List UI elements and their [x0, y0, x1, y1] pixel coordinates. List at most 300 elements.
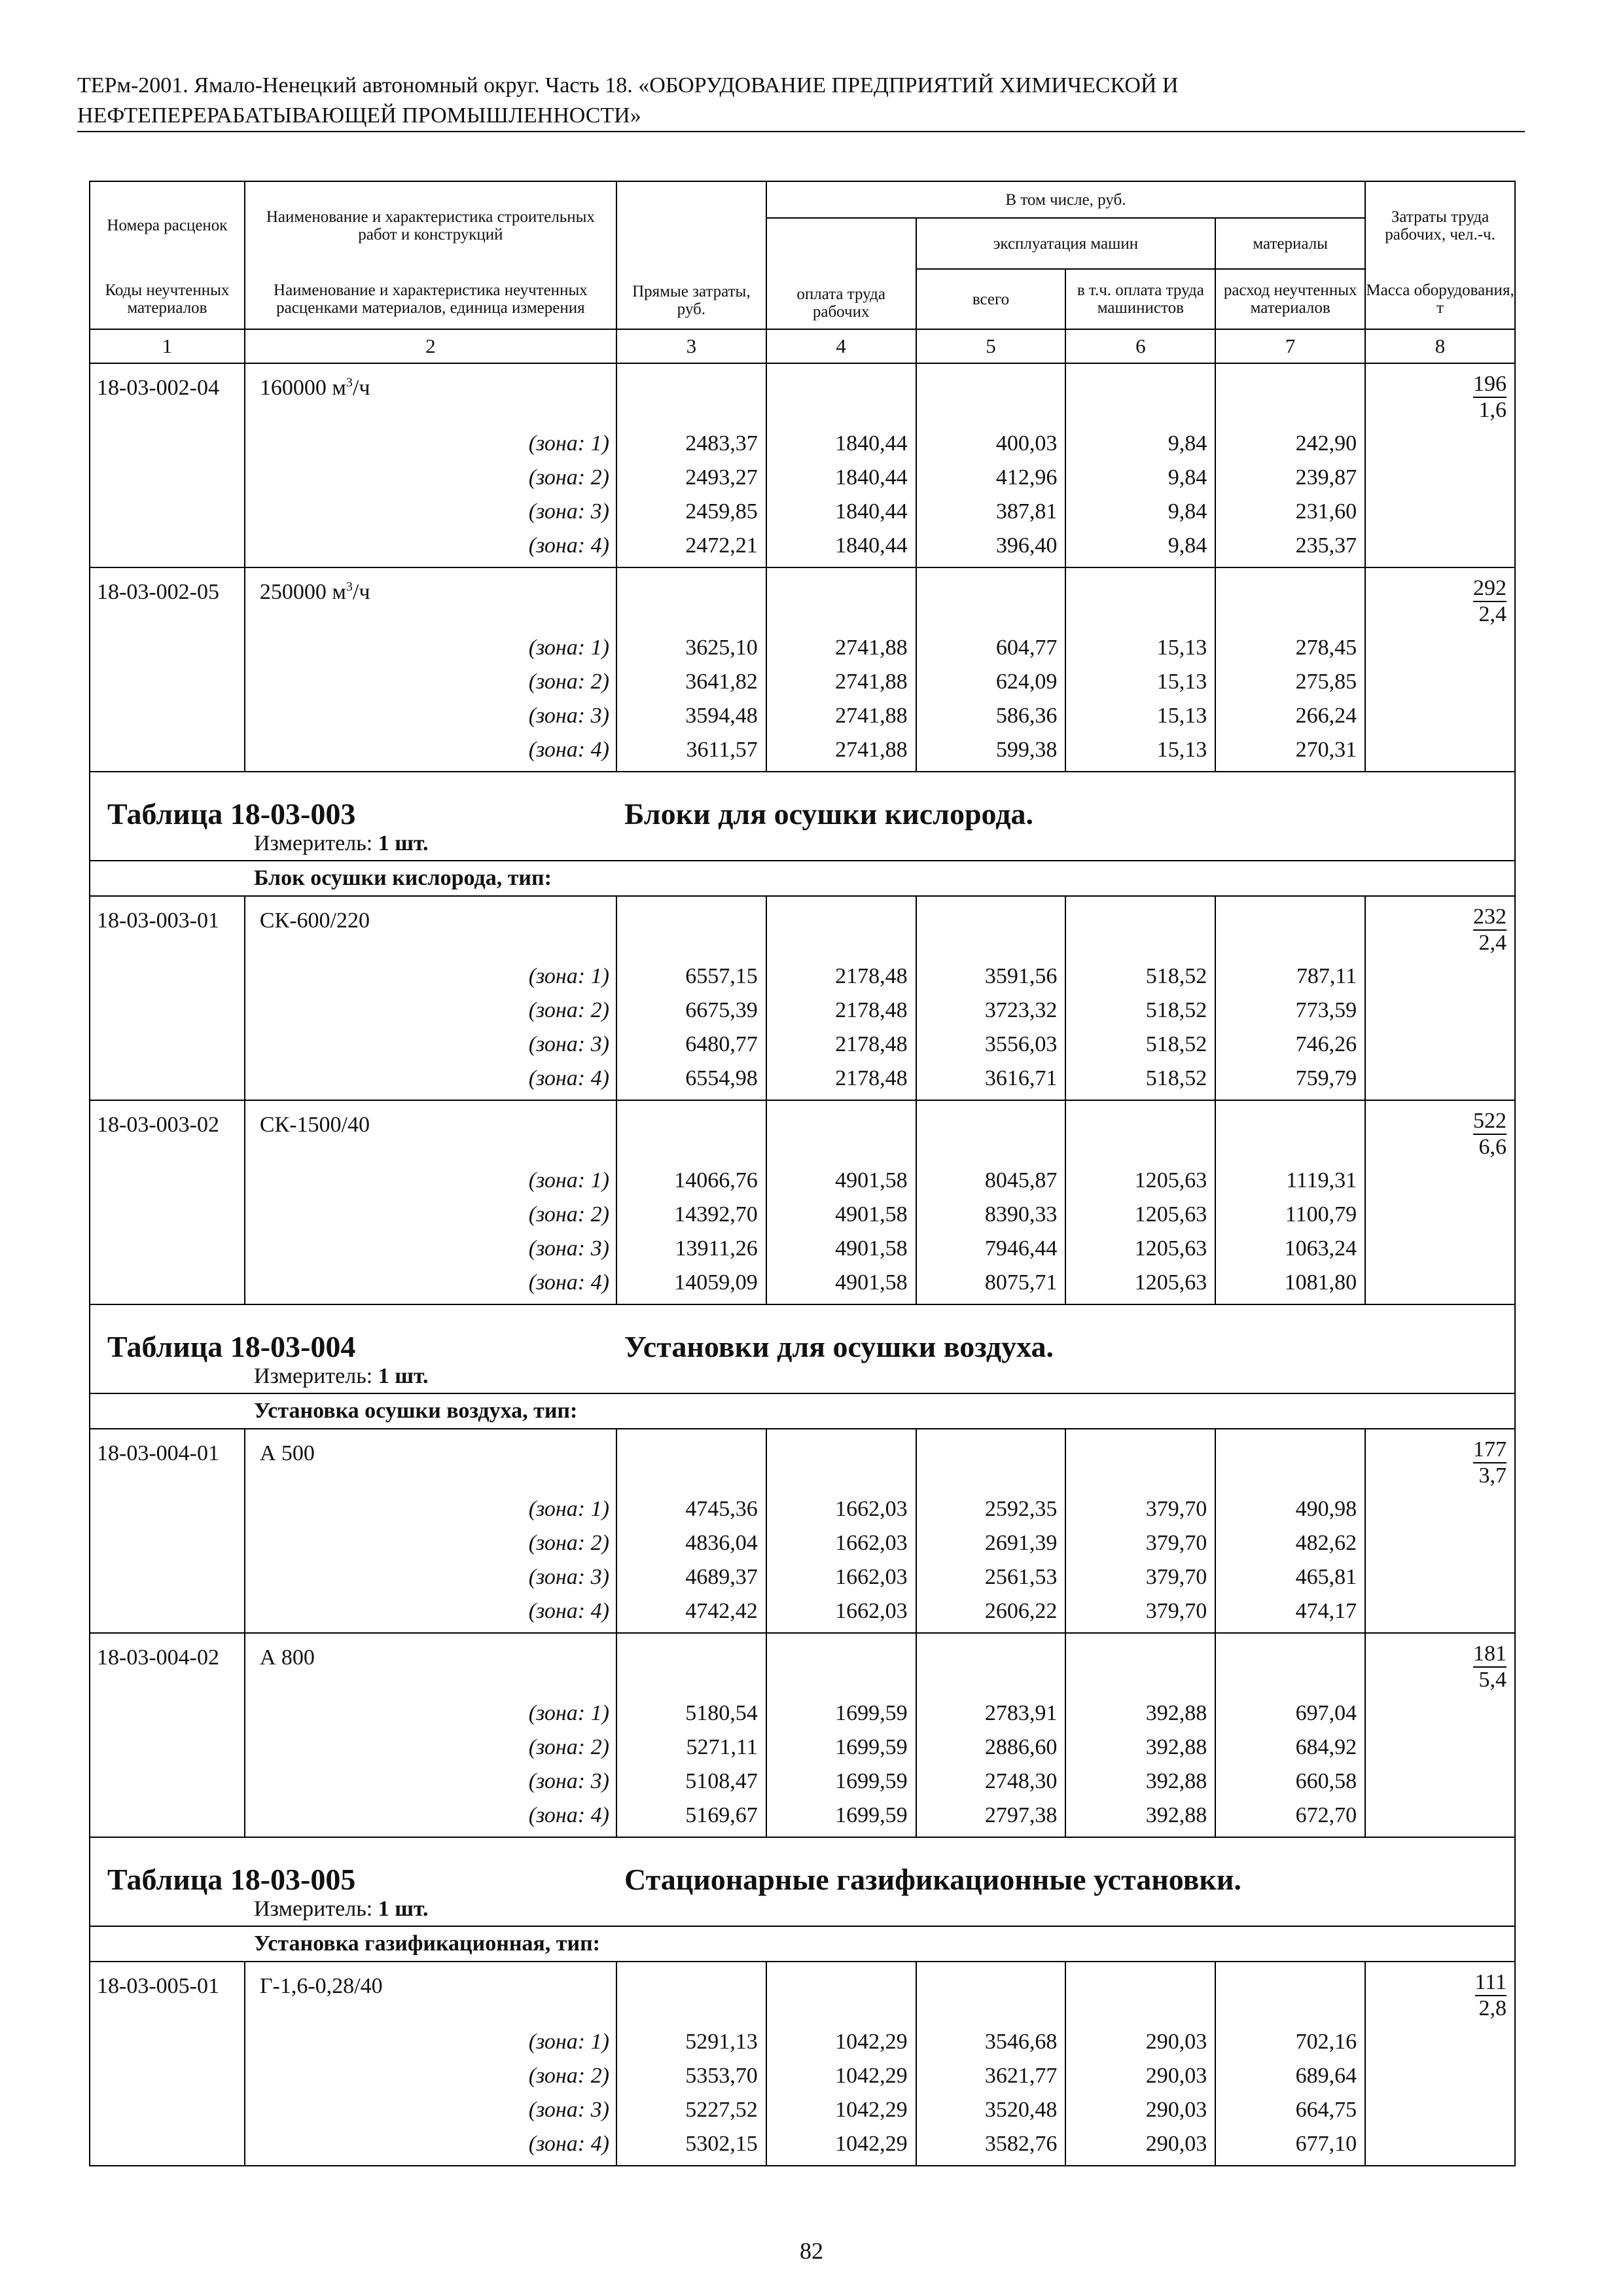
- zone-value: 9,84: [1065, 495, 1215, 529]
- rate-name-unit: /ч: [352, 376, 370, 400]
- zone-label: (зона: 2): [245, 461, 616, 495]
- zone-value: 2178,48: [766, 1028, 916, 1062]
- labor-costs-value: 196: [1473, 372, 1507, 398]
- spacer-row: [90, 2161, 1515, 2166]
- labor-costs-value: 522: [1473, 1109, 1507, 1135]
- zone-value: 290,03: [1065, 2025, 1215, 2059]
- zone-row: [90, 1266, 1515, 1300]
- rate-name-text: Г-1,6-0,28/40: [259, 1974, 383, 1998]
- column-number: 6: [1065, 329, 1215, 363]
- spacer-cell: [766, 767, 916, 772]
- zone-value: 702,16: [1215, 2025, 1365, 2059]
- col-incl-wages-machinists: в т.ч. оплата труда машинистов: [1065, 269, 1215, 329]
- zone-label: (зона: 1): [245, 960, 616, 994]
- zone-row: [90, 1492, 1515, 1526]
- zone-label: (зона: 2): [245, 994, 616, 1028]
- zone-value: 1699,59: [766, 1696, 916, 1731]
- type-cell: [90, 1393, 1515, 1429]
- zone-value: 379,70: [1065, 1492, 1215, 1526]
- zone-value: 290,03: [1065, 2059, 1215, 2093]
- rate-item-header: [90, 567, 1515, 631]
- empty-cell: [1365, 665, 1515, 699]
- zone-value: 275,85: [1215, 665, 1365, 699]
- spacer-cell: [1215, 1096, 1365, 1100]
- zone-value: 1042,29: [766, 2093, 916, 2127]
- labor-mass-cell: [1365, 363, 1515, 427]
- header-rule: [77, 131, 1525, 132]
- empty-cell: [1365, 1731, 1515, 1765]
- spacer-cell: [916, 1096, 1066, 1100]
- labor-costs-value: 111: [1475, 1970, 1507, 1996]
- zone-row: [90, 1696, 1515, 1731]
- empty-cell: [766, 1962, 916, 2025]
- spacer-cell: [1065, 1628, 1215, 1633]
- zone-value: 5271,11: [616, 1731, 766, 1765]
- spacer-cell: [1215, 2161, 1365, 2166]
- zone-value: 3641,82: [616, 665, 766, 699]
- zone-label: (зона: 4): [245, 2127, 616, 2161]
- col-machine-operation: эксплуатация машин: [916, 218, 1216, 269]
- spacer-cell: [766, 563, 916, 567]
- spacer-row: [90, 1096, 1515, 1100]
- rate-name-text: СК-1500/40: [259, 1113, 370, 1137]
- spacer-row: [90, 1628, 1515, 1633]
- column-number: 2: [245, 329, 616, 363]
- zone-label: (зона: 4): [245, 1266, 616, 1300]
- zone-value: 2741,88: [766, 631, 916, 665]
- zone-value: 1840,44: [766, 495, 916, 529]
- zone-label: (зона: 3): [245, 1232, 616, 1266]
- spacer-cell: [90, 1833, 245, 1837]
- zone-value: 379,70: [1065, 1560, 1215, 1594]
- empty-cell: [1365, 1198, 1515, 1232]
- zone-row: [90, 2025, 1515, 2059]
- zone-value: 518,52: [1065, 1028, 1215, 1062]
- zone-value: 387,81: [916, 495, 1066, 529]
- empty-cell: [90, 631, 245, 665]
- empty-cell: [1365, 1232, 1515, 1266]
- measure-value: 1 шт.: [378, 1897, 429, 1921]
- col-name-char: Наименование и характеристика строительных работ и конструкций: [245, 181, 616, 269]
- labor-mass-cell: [1365, 1633, 1515, 1696]
- zone-label: (зона: 2): [245, 1731, 616, 1765]
- type-label: Установка газификационная, тип:: [254, 1931, 601, 1956]
- empty-cell: [1365, 1028, 1515, 1062]
- zone-value: 1699,59: [766, 1799, 916, 1833]
- spacer-cell: [766, 2161, 916, 2166]
- labor-costs-value: 232: [1473, 905, 1507, 931]
- labor-mass-fraction: [1473, 905, 1507, 956]
- spacer-cell: [916, 767, 1066, 772]
- measure-row: [90, 1364, 1515, 1393]
- rates-table-body: [90, 181, 1515, 2166]
- spacer-cell: [1065, 2161, 1215, 2166]
- zone-label: (зона: 1): [245, 1164, 616, 1198]
- equipment-mass-value: 6,6: [1478, 1135, 1507, 1159]
- type-row: [90, 1393, 1515, 1429]
- rate-name: [245, 363, 616, 427]
- rate-item-header: [90, 896, 1515, 960]
- zone-value: 759,79: [1215, 1062, 1365, 1096]
- empty-cell: [90, 994, 245, 1028]
- zone-value: 400,03: [916, 427, 1066, 461]
- empty-cell: [916, 1962, 1066, 2025]
- empty-cell: [916, 363, 1066, 427]
- col-labor-costs: Затраты труда рабочих, чел.-ч.: [1365, 181, 1515, 269]
- zone-value: 4836,04: [616, 1526, 766, 1560]
- zone-value: 15,13: [1065, 631, 1215, 665]
- empty-cell: [1365, 1266, 1515, 1300]
- empty-cell: [90, 427, 245, 461]
- measure: [90, 1897, 1515, 1926]
- empty-cell: [1365, 2025, 1515, 2059]
- empty-cell: [1365, 631, 1515, 665]
- empty-cell: [90, 1560, 245, 1594]
- zone-value: 2606,22: [916, 1594, 1066, 1628]
- labor-costs-value: 181: [1473, 1641, 1507, 1668]
- rate-code: 18-03-003-01: [90, 896, 245, 960]
- empty-cell: [1365, 529, 1515, 563]
- measure-value: 1 шт.: [378, 831, 429, 855]
- zone-value: 1699,59: [766, 1731, 916, 1765]
- empty-cell: [766, 1100, 916, 1164]
- empty-cell: [90, 2025, 245, 2059]
- empty-cell: [616, 1429, 766, 1492]
- zone-value: 14059,09: [616, 1266, 766, 1300]
- empty-cell: [616, 1633, 766, 1696]
- spacer-cell: [1065, 563, 1215, 567]
- rate-code: 18-03-005-01: [90, 1962, 245, 2025]
- type-row: [90, 1926, 1515, 1962]
- zone-value: 6480,77: [616, 1028, 766, 1062]
- zone-label: (зона: 1): [245, 1492, 616, 1526]
- table-title: [90, 772, 1515, 831]
- zone-row: [90, 1765, 1515, 1799]
- labor-mass-cell: [1365, 896, 1515, 960]
- zone-value: 392,88: [1065, 1765, 1215, 1799]
- zone-row: [90, 1062, 1515, 1096]
- spacer-cell: [616, 1833, 766, 1837]
- zone-label: (зона: 1): [245, 2025, 616, 2059]
- spacer-cell: [245, 2161, 616, 2166]
- zone-value: 2561,53: [916, 1560, 1066, 1594]
- zone-label: (зона: 3): [245, 1560, 616, 1594]
- spacer-cell: [1215, 563, 1365, 567]
- zone-value: 5169,67: [616, 1799, 766, 1833]
- zone-value: 518,52: [1065, 994, 1215, 1028]
- col-materials: материалы: [1215, 218, 1365, 269]
- spacer-cell: [766, 1833, 916, 1837]
- zone-value: 3546,68: [916, 2025, 1066, 2059]
- table-number: Таблица 18-03-003: [107, 797, 356, 831]
- zone-value: 3616,71: [916, 1062, 1066, 1096]
- zone-value: 1840,44: [766, 427, 916, 461]
- zone-row: [90, 427, 1515, 461]
- spacer-cell: [916, 1300, 1066, 1304]
- zone-value: 5180,54: [616, 1696, 766, 1731]
- empty-cell: [616, 567, 766, 631]
- zone-value: 242,90: [1215, 427, 1365, 461]
- col-rates-numbers: Номера расценок: [90, 181, 245, 269]
- rate-item-header: [90, 1100, 1515, 1164]
- zone-value: 2691,39: [916, 1526, 1066, 1560]
- zone-row: [90, 529, 1515, 563]
- zone-row: [90, 733, 1515, 767]
- zone-label: (зона: 4): [245, 529, 616, 563]
- table-title: [90, 1304, 1515, 1364]
- col-direct-costs: Прямые затраты, руб.: [616, 181, 766, 329]
- empty-cell: [90, 1164, 245, 1198]
- page-number: 82: [800, 2238, 823, 2264]
- spacer-row: [90, 1833, 1515, 1837]
- spacer-cell: [616, 767, 766, 772]
- labor-costs-value: 177: [1473, 1437, 1507, 1463]
- zone-label: (зона: 3): [245, 1765, 616, 1799]
- zone-label: (зона: 1): [245, 1696, 616, 1731]
- rate-name-text: СК-600/220: [259, 908, 370, 933]
- zone-value: 4901,58: [766, 1164, 916, 1198]
- table-name: Блоки для осушки кислорода.: [624, 797, 1033, 831]
- zone-value: 1205,63: [1065, 1164, 1215, 1198]
- rate-code: 18-03-002-04: [90, 363, 245, 427]
- zone-value: 379,70: [1065, 1526, 1215, 1560]
- empty-cell: [766, 1429, 916, 1492]
- empty-cell: [90, 529, 245, 563]
- empty-cell: [766, 567, 916, 631]
- spacer-cell: [90, 1300, 245, 1304]
- zone-value: 2483,37: [616, 427, 766, 461]
- spacer-cell: [1365, 1300, 1515, 1304]
- empty-cell: [90, 1028, 245, 1062]
- type-label: Блок осушки кислорода, тип:: [254, 866, 552, 890]
- zone-value: 465,81: [1215, 1560, 1365, 1594]
- zone-label: (зона: 3): [245, 495, 616, 529]
- zone-value: 1205,63: [1065, 1266, 1215, 1300]
- zone-value: 8045,87: [916, 1164, 1066, 1198]
- spacer-cell: [1215, 1833, 1365, 1837]
- document-header: [77, 71, 1525, 131]
- zone-value: 490,98: [1215, 1492, 1365, 1526]
- zone-value: 278,45: [1215, 631, 1365, 665]
- table-number: Таблица 18-03-005: [107, 1863, 356, 1896]
- zone-row: [90, 1526, 1515, 1560]
- column-number: 1: [90, 329, 245, 363]
- empty-cell: [1065, 896, 1215, 960]
- rate-name-text: 250000 м: [259, 580, 346, 604]
- type-row: [90, 861, 1515, 896]
- spacer-cell: [766, 1096, 916, 1100]
- labor-mass-fraction: [1475, 1970, 1507, 2021]
- rate-name: [245, 1633, 616, 1696]
- zone-value: 8390,33: [916, 1198, 1066, 1232]
- zone-value: 3594,48: [616, 699, 766, 733]
- table-name: Установки для осушки воздуха.: [624, 1330, 1054, 1363]
- zone-value: 689,64: [1215, 2059, 1365, 2093]
- empty-cell: [1365, 1594, 1515, 1628]
- zone-value: 474,17: [1215, 1594, 1365, 1628]
- type-label: Установка осушки воздуха, тип:: [254, 1399, 578, 1423]
- zone-value: 15,13: [1065, 699, 1215, 733]
- empty-cell: [90, 1731, 245, 1765]
- zone-value: 239,87: [1215, 461, 1365, 495]
- zone-row: [90, 461, 1515, 495]
- empty-cell: [90, 461, 245, 495]
- spacer-cell: [1365, 767, 1515, 772]
- empty-cell: [1365, 1492, 1515, 1526]
- empty-cell: [766, 363, 916, 427]
- zone-value: 787,11: [1215, 960, 1365, 994]
- rate-name: [245, 1100, 616, 1164]
- zone-value: 9,84: [1065, 529, 1215, 563]
- zone-value: 1662,03: [766, 1560, 916, 1594]
- zone-value: 3621,77: [916, 2059, 1066, 2093]
- measure-label: Измеритель:: [254, 1364, 373, 1388]
- col-equipment-mass: Масса оборудования, т: [1365, 269, 1515, 329]
- zone-value: 5227,52: [616, 2093, 766, 2127]
- empty-cell: [90, 2059, 245, 2093]
- zone-value: 266,24: [1215, 699, 1365, 733]
- zone-label: (зона: 3): [245, 2093, 616, 2127]
- zone-value: 5353,70: [616, 2059, 766, 2093]
- zone-value: 1662,03: [766, 1526, 916, 1560]
- zone-value: 6557,15: [616, 960, 766, 994]
- rate-item-header: [90, 363, 1515, 427]
- spacer-cell: [90, 2161, 245, 2166]
- empty-cell: [766, 1633, 916, 1696]
- measure: [90, 1364, 1515, 1393]
- empty-cell: [1065, 363, 1215, 427]
- zone-value: 7946,44: [916, 1232, 1066, 1266]
- spacer-cell: [1065, 1300, 1215, 1304]
- labor-mass-cell: [1365, 1100, 1515, 1164]
- zone-row: [90, 1198, 1515, 1232]
- empty-cell: [1065, 1962, 1215, 2025]
- zone-value: 13911,26: [616, 1232, 766, 1266]
- zone-value: 482,62: [1215, 1526, 1365, 1560]
- zone-value: 14066,76: [616, 1164, 766, 1198]
- zone-value: 3723,32: [916, 994, 1066, 1028]
- zone-value: 4901,58: [766, 1198, 916, 1232]
- zone-value: 697,04: [1215, 1696, 1365, 1731]
- zone-value: 2741,88: [766, 699, 916, 733]
- empty-cell: [1365, 733, 1515, 767]
- zone-value: 1081,80: [1215, 1266, 1365, 1300]
- zone-value: 231,60: [1215, 495, 1365, 529]
- empty-cell: [90, 2127, 245, 2161]
- zone-value: 672,70: [1215, 1799, 1365, 1833]
- empty-cell: [916, 896, 1066, 960]
- column-number: 5: [916, 329, 1066, 363]
- zone-row: [90, 2127, 1515, 2161]
- empty-cell: [1365, 2127, 1515, 2161]
- zone-value: 3556,03: [916, 1028, 1066, 1062]
- zone-value: 4901,58: [766, 1266, 916, 1300]
- zone-value: 4901,58: [766, 1232, 916, 1266]
- empty-cell: [90, 1232, 245, 1266]
- zone-value: 5291,13: [616, 2025, 766, 2059]
- measure-text: [90, 1897, 1514, 1922]
- zone-value: 412,96: [916, 461, 1066, 495]
- empty-cell: [1215, 896, 1365, 960]
- measure-row: [90, 831, 1515, 861]
- empty-cell: [90, 1492, 245, 1526]
- empty-cell: [1365, 1164, 1515, 1198]
- empty-cell: [1365, 1696, 1515, 1731]
- empty-cell: [1365, 1526, 1515, 1560]
- labor-mass-cell: [1365, 1962, 1515, 2025]
- zone-value: 1205,63: [1065, 1232, 1215, 1266]
- zone-label: (зона: 2): [245, 665, 616, 699]
- empty-cell: [1365, 2059, 1515, 2093]
- rate-name: [245, 1429, 616, 1492]
- zone-value: 2472,21: [616, 529, 766, 563]
- empty-cell: [1215, 567, 1365, 631]
- empty-cell: [90, 665, 245, 699]
- spacer-cell: [1065, 1833, 1215, 1837]
- spacer-cell: [245, 563, 616, 567]
- spacer-cell: [90, 1628, 245, 1633]
- zone-label: (зона: 4): [245, 1062, 616, 1096]
- zone-value: 5302,15: [616, 2127, 766, 2161]
- zone-label: (зона: 2): [245, 2059, 616, 2093]
- zone-value: 624,09: [916, 665, 1066, 699]
- spacer-cell: [90, 767, 245, 772]
- labor-costs-value: 292: [1473, 576, 1507, 602]
- zone-value: 6675,39: [616, 994, 766, 1028]
- zone-value: 15,13: [1065, 665, 1215, 699]
- table-number: Таблица 18-03-004: [107, 1330, 356, 1363]
- column-number: 3: [616, 329, 766, 363]
- zone-value: 3591,56: [916, 960, 1066, 994]
- empty-cell: [90, 1799, 245, 1833]
- zone-value: 4742,42: [616, 1594, 766, 1628]
- spacer-cell: [616, 1628, 766, 1633]
- rate-name: [245, 567, 616, 631]
- zone-value: 379,70: [1065, 1594, 1215, 1628]
- labor-mass-cell: [1365, 1429, 1515, 1492]
- zone-value: 290,03: [1065, 2127, 1215, 2161]
- zone-value: 4689,37: [616, 1560, 766, 1594]
- zone-value: 2741,88: [766, 733, 916, 767]
- zone-label: (зона: 4): [245, 1594, 616, 1628]
- rate-name-text: А 500: [259, 1441, 315, 1465]
- empty-cell: [1365, 461, 1515, 495]
- empty-cell: [90, 1198, 245, 1232]
- zone-value: 3520,48: [916, 2093, 1066, 2127]
- empty-cell: [916, 1429, 1066, 1492]
- spacer-cell: [1365, 1628, 1515, 1633]
- spacer-cell: [1065, 767, 1215, 772]
- zone-value: 2797,38: [916, 1799, 1066, 1833]
- empty-cell: [1365, 1062, 1515, 1096]
- zone-value: 9,84: [1065, 427, 1215, 461]
- rate-item-header: [90, 1962, 1515, 2025]
- empty-cell: [90, 1062, 245, 1096]
- col-codes-unaccounted: Коды неучтенных материалов: [90, 269, 245, 329]
- empty-cell: [1365, 960, 1515, 994]
- table-title-row: [90, 1304, 1515, 1364]
- empty-cell: [1365, 1799, 1515, 1833]
- rate-name-unit: /ч: [352, 580, 370, 604]
- rates-table: [89, 181, 1516, 2166]
- zone-row: [90, 631, 1515, 665]
- zone-value: 1063,24: [1215, 1232, 1365, 1266]
- measure-value: 1 шт.: [378, 1364, 429, 1388]
- rate-name-text: 160000 м: [259, 376, 346, 400]
- rate-name: [245, 896, 616, 960]
- spacer-cell: [1215, 1628, 1365, 1633]
- measure-text: [90, 831, 1514, 856]
